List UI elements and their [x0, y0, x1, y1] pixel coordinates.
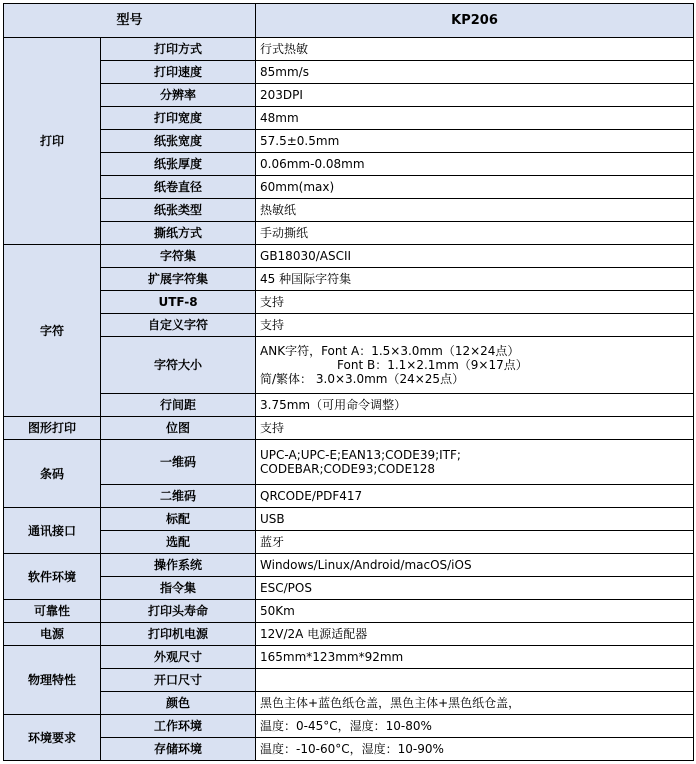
value-resolution: 203DPI	[256, 84, 694, 107]
value-optional: 蓝牙	[256, 531, 694, 554]
table-row	[4, 646, 694, 669]
value-opening-size	[256, 669, 694, 692]
table-row	[4, 715, 694, 738]
value-dimensions: 165mm*123mm*92mm	[256, 646, 694, 669]
value-paper-thickness: 0.06mm-0.08mm	[256, 153, 694, 176]
header-row	[4, 4, 694, 38]
table-row	[4, 440, 694, 485]
table-row	[4, 337, 694, 394]
item-printer-power: 打印机电源	[101, 623, 256, 646]
value-tear-method: 手动撕纸	[256, 222, 694, 245]
table-row	[4, 222, 694, 245]
table-row	[4, 130, 694, 153]
group-graphic: 图形打印	[4, 417, 101, 440]
model-value: KP206	[256, 4, 694, 38]
group-power: 电源	[4, 623, 101, 646]
value-color: 黑色主体+蓝色纸仓盖，黑色主体+黑色纸仓盖，	[256, 692, 694, 715]
table-row	[4, 738, 694, 761]
table-row	[4, 577, 694, 600]
value-print-width: 48mm	[256, 107, 694, 130]
spec-table	[3, 3, 694, 761]
table-row	[4, 417, 694, 440]
char-size-line-3: 简/繁体： 3.0×3.0mm（24×25点）	[260, 372, 465, 386]
value-command-set: ESC/POS	[256, 577, 694, 600]
group-chars: 字符	[4, 245, 101, 417]
group-barcode: 条码	[4, 440, 101, 508]
value-standard: USB	[256, 508, 694, 531]
value-ext-charset: 45 种国际字符集	[256, 268, 694, 291]
table-row	[4, 623, 694, 646]
item-print-method: 打印方式	[101, 38, 256, 61]
table-row	[4, 531, 694, 554]
value-paper-width: 57.5±0.5mm	[256, 130, 694, 153]
group-physical: 物理特性	[4, 646, 101, 715]
item-line-spacing: 行间距	[101, 394, 256, 417]
table-row	[4, 291, 694, 314]
item-opening-size: 开口尺寸	[101, 669, 256, 692]
table-row	[4, 61, 694, 84]
item-roll-diameter: 纸卷直径	[101, 176, 256, 199]
item-print-speed: 打印速度	[101, 61, 256, 84]
item-bitmap: 位图	[101, 417, 256, 440]
item-os: 操作系统	[101, 554, 256, 577]
table-row	[4, 314, 694, 337]
char-size-line-1: ANK字符，Font A：1.5×3.0mm（12×24点）	[260, 344, 520, 358]
item-barcode-2d: 二维码	[101, 485, 256, 508]
item-barcode-1d: 一维码	[101, 440, 256, 485]
item-print-width: 打印宽度	[101, 107, 256, 130]
item-work-env: 工作环境	[101, 715, 256, 738]
table-row	[4, 508, 694, 531]
value-os: Windows/Linux/Android/macOS/iOS	[256, 554, 694, 577]
char-size-line-2: Font B：1.1×2.1mm（9×17点）	[337, 358, 528, 372]
value-printer-power: 12V/2A 电源适配器	[256, 623, 694, 646]
item-standard: 标配	[101, 508, 256, 531]
item-storage-env: 存储环境	[101, 738, 256, 761]
barcode-1d-line-2: CODEBAR;CODE93;CODE128	[260, 462, 435, 476]
value-work-env: 温度：0-45°C，湿度：10-80%	[256, 715, 694, 738]
item-resolution: 分辨率	[101, 84, 256, 107]
item-paper-thickness: 纸张厚度	[101, 153, 256, 176]
table-row	[4, 485, 694, 508]
table-row	[4, 600, 694, 623]
value-roll-diameter: 60mm(max)	[256, 176, 694, 199]
item-paper-type: 纸张类型	[101, 199, 256, 222]
item-head-life: 打印头寿命	[101, 600, 256, 623]
item-custom-char: 自定义字符	[101, 314, 256, 337]
group-reliability: 可靠性	[4, 600, 101, 623]
table-row	[4, 176, 694, 199]
value-utf8: 支持	[256, 291, 694, 314]
table-row	[4, 669, 694, 692]
table-row	[4, 153, 694, 176]
barcode-1d-line-1: UPC-A;UPC-E;EAN13;CODE39;ITF;	[260, 448, 461, 462]
table-row	[4, 199, 694, 222]
value-print-speed: 85mm/s	[256, 61, 694, 84]
item-charset: 字符集	[101, 245, 256, 268]
value-char-size	[256, 337, 694, 394]
value-bitmap: 支持	[256, 417, 694, 440]
item-ext-charset: 扩展字符集	[101, 268, 256, 291]
group-env: 环境要求	[4, 715, 101, 761]
table-row	[4, 107, 694, 130]
table-row	[4, 554, 694, 577]
item-tear-method: 撕纸方式	[101, 222, 256, 245]
value-print-method: 行式热敏	[256, 38, 694, 61]
model-label: 型号	[4, 4, 256, 38]
value-barcode-1d	[256, 440, 694, 485]
table-row	[4, 394, 694, 417]
value-line-spacing: 3.75mm（可用命令调整）	[256, 394, 694, 417]
group-print: 打印	[4, 38, 101, 245]
table-row	[4, 692, 694, 715]
table-row	[4, 245, 694, 268]
value-barcode-2d: QRCODE/PDF417	[256, 485, 694, 508]
value-charset: GB18030/ASCII	[256, 245, 694, 268]
value-head-life: 50Km	[256, 600, 694, 623]
item-char-size: 字符大小	[101, 337, 256, 394]
item-optional: 选配	[101, 531, 256, 554]
item-command-set: 指令集	[101, 577, 256, 600]
value-paper-type: 热敏纸	[256, 199, 694, 222]
group-comm: 通讯接口	[4, 508, 101, 554]
item-utf8: UTF-8	[101, 291, 256, 314]
item-dimensions: 外观尺寸	[101, 646, 256, 669]
table-row	[4, 38, 694, 61]
item-color: 颜色	[101, 692, 256, 715]
value-storage-env: 温度：-10-60°C，湿度：10-90%	[256, 738, 694, 761]
table-row	[4, 84, 694, 107]
table-row	[4, 268, 694, 291]
group-software: 软件环境	[4, 554, 101, 600]
item-paper-width: 纸张宽度	[101, 130, 256, 153]
value-custom-char: 支持	[256, 314, 694, 337]
